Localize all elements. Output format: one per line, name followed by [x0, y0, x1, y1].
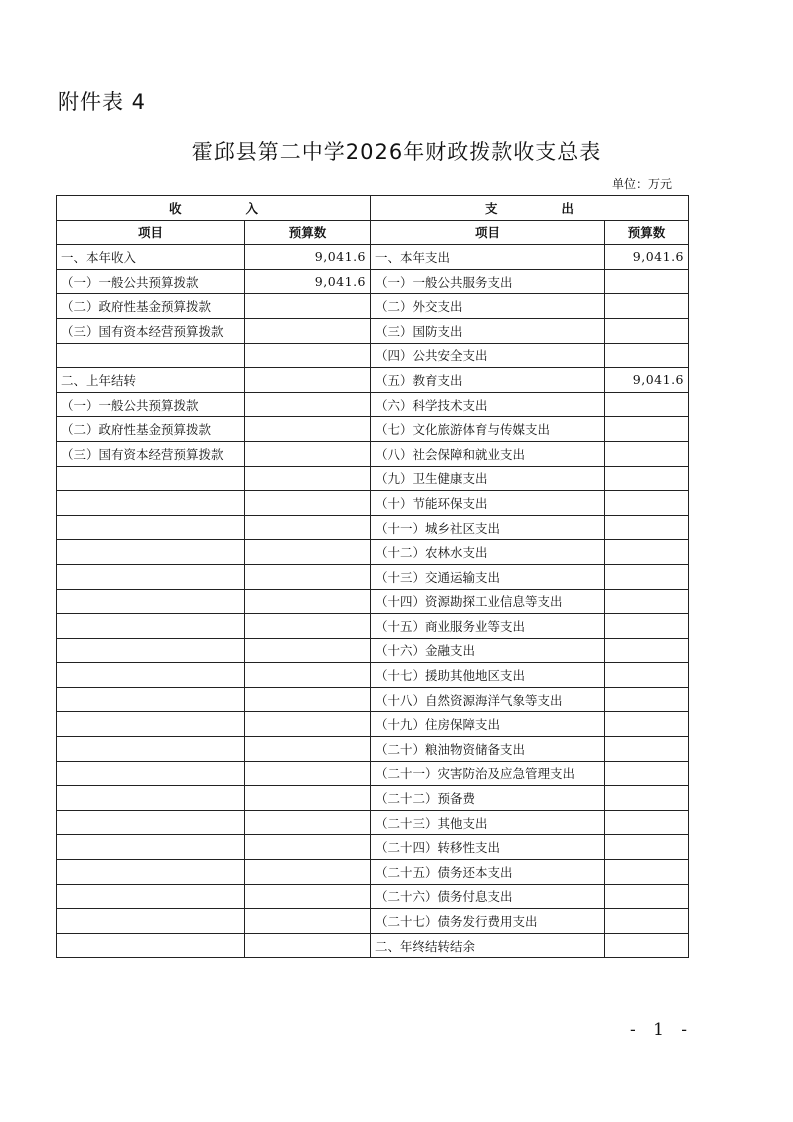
- page-number: - 1 -: [629, 1020, 694, 1040]
- income-amount-cell: [245, 909, 371, 934]
- income-amount-cell: [245, 564, 371, 589]
- col-header-income-item: 项目: [57, 220, 245, 245]
- income-item-cell: [57, 884, 245, 909]
- table-row: [57, 245, 689, 270]
- expense-amount-cell: [605, 466, 689, 491]
- income-amount-cell: [245, 614, 371, 639]
- table-row: [57, 737, 689, 762]
- income-group-header: [57, 196, 371, 221]
- income-group-char-1: 收: [168, 200, 182, 216]
- income-amount-cell: [245, 712, 371, 737]
- expense-amount-cell: [605, 933, 689, 958]
- expense-item-cell: （二十）粮油物资储备支出: [371, 737, 605, 762]
- income-item-cell: [57, 491, 245, 516]
- income-item-cell: （三）国有资本经营预算拨款: [57, 441, 245, 466]
- income-amount-cell: [245, 589, 371, 614]
- expense-item-cell: （十八）自然资源海洋气象等支出: [371, 687, 605, 712]
- expense-amount-cell: [605, 491, 689, 516]
- expense-amount-cell: [605, 909, 689, 934]
- income-item-cell: [57, 909, 245, 934]
- expense-item-cell: 二、年终结转结余: [371, 933, 605, 958]
- budget-table-body: [57, 245, 689, 958]
- expense-amount-cell: [605, 761, 689, 786]
- expense-group-char-1: 支: [484, 200, 498, 216]
- expense-amount-cell: 9,041.6: [605, 368, 689, 393]
- expense-item-cell: （十九）住房保障支出: [371, 712, 605, 737]
- annex-label: 附件表 4: [58, 90, 147, 114]
- expense-amount-cell: [605, 589, 689, 614]
- table-row: [57, 712, 689, 737]
- income-item-cell: [57, 343, 245, 368]
- table-row: [57, 269, 689, 294]
- expense-item-cell: （十三）交通运输支出: [371, 564, 605, 589]
- income-item-cell: [57, 761, 245, 786]
- table-row: [57, 441, 689, 466]
- table-row: [57, 343, 689, 368]
- table-row: [57, 810, 689, 835]
- expense-amount-cell: [605, 392, 689, 417]
- expense-item-cell: 一、本年支出: [371, 245, 605, 270]
- expense-amount-cell: [605, 614, 689, 639]
- expense-amount-cell: [605, 294, 689, 319]
- table-row: [57, 884, 689, 909]
- income-item-cell: [57, 589, 245, 614]
- expense-item-cell: （十五）商业服务业等支出: [371, 614, 605, 639]
- expense-item-cell: （十七）援助其他地区支出: [371, 663, 605, 688]
- table-row: [57, 392, 689, 417]
- expense-amount-cell: [605, 343, 689, 368]
- income-amount-cell: [245, 761, 371, 786]
- expense-amount-cell: [605, 810, 689, 835]
- income-amount-cell: [245, 540, 371, 565]
- expense-amount-cell: [605, 737, 689, 762]
- table-row: [57, 564, 689, 589]
- income-item-cell: [57, 810, 245, 835]
- table-row: [57, 786, 689, 811]
- table-row: [57, 835, 689, 860]
- expense-amount-cell: [605, 269, 689, 294]
- expense-item-cell: （五）教育支出: [371, 368, 605, 393]
- expense-item-cell: （四）公共安全支出: [371, 343, 605, 368]
- expense-item-cell: （六）科学技术支出: [371, 392, 605, 417]
- expense-item-cell: （九）卫生健康支出: [371, 466, 605, 491]
- income-item-cell: （三）国有资本经营预算拨款: [57, 318, 245, 343]
- table-row: [57, 491, 689, 516]
- table-row: [57, 860, 689, 885]
- income-amount-cell: [245, 737, 371, 762]
- income-item-cell: [57, 786, 245, 811]
- table-row: [57, 663, 689, 688]
- expense-amount-cell: [605, 441, 689, 466]
- expense-amount-cell: [605, 884, 689, 909]
- income-amount-cell: [245, 860, 371, 885]
- income-amount-cell: [245, 368, 371, 393]
- column-header-row: [57, 220, 689, 245]
- income-item-cell: [57, 515, 245, 540]
- income-item-cell: [57, 663, 245, 688]
- table-row: [57, 761, 689, 786]
- expense-amount-cell: [605, 638, 689, 663]
- expense-amount-cell: [605, 564, 689, 589]
- income-item-cell: 一、本年收入: [57, 245, 245, 270]
- expense-amount-cell: [605, 515, 689, 540]
- income-item-cell: （二）政府性基金预算拨款: [57, 294, 245, 319]
- income-item-cell: （二）政府性基金预算拨款: [57, 417, 245, 442]
- income-amount-cell: [245, 786, 371, 811]
- income-amount-cell: 9,041.6: [245, 245, 371, 270]
- income-amount-cell: [245, 663, 371, 688]
- expense-item-cell: （二十一）灾害防治及应急管理支出: [371, 761, 605, 786]
- expense-item-cell: （二十三）其他支出: [371, 810, 605, 835]
- expense-amount-cell: [605, 417, 689, 442]
- group-header-row: [57, 196, 689, 221]
- unit-label: 单位：万元: [612, 177, 673, 191]
- income-amount-cell: [245, 318, 371, 343]
- income-item-cell: [57, 540, 245, 565]
- expense-amount-cell: [605, 687, 689, 712]
- income-item-cell: （一）一般公共预算拨款: [57, 392, 245, 417]
- table-row: [57, 417, 689, 442]
- expense-item-cell: （七）文化旅游体育与传媒支出: [371, 417, 605, 442]
- income-amount-cell: [245, 417, 371, 442]
- income-item-cell: [57, 614, 245, 639]
- income-amount-cell: [245, 835, 371, 860]
- income-item-cell: [57, 933, 245, 958]
- income-amount-cell: [245, 933, 371, 958]
- expense-amount-cell: [605, 540, 689, 565]
- table-row: [57, 318, 689, 343]
- expense-item-cell: （二十六）债务付息支出: [371, 884, 605, 909]
- col-header-expense-item: 项目: [371, 220, 605, 245]
- income-amount-cell: [245, 515, 371, 540]
- income-item-cell: [57, 860, 245, 885]
- expense-item-cell: （二十二）预备费: [371, 786, 605, 811]
- document-title: 霍邱县第二中学2026年财政拨款收支总表: [191, 140, 602, 164]
- table-row: [57, 614, 689, 639]
- income-item-cell: （一）一般公共预算拨款: [57, 269, 245, 294]
- income-item-cell: [57, 466, 245, 491]
- expense-group-char-2: 出: [561, 200, 575, 216]
- table-row: [57, 909, 689, 934]
- expense-amount-cell: [605, 663, 689, 688]
- income-item-cell: [57, 564, 245, 589]
- income-amount-cell: 9,041.6: [245, 269, 371, 294]
- income-item-cell: [57, 638, 245, 663]
- expense-item-cell: （一）一般公共服务支出: [371, 269, 605, 294]
- income-amount-cell: [245, 392, 371, 417]
- expense-amount-cell: [605, 318, 689, 343]
- table-row: [57, 466, 689, 491]
- income-amount-cell: [245, 441, 371, 466]
- expense-amount-cell: [605, 712, 689, 737]
- expense-item-cell: （十二）农林水支出: [371, 540, 605, 565]
- expense-amount-cell: [605, 786, 689, 811]
- expense-item-cell: （十）节能环保支出: [371, 491, 605, 516]
- col-header-expense-amount: 预算数: [605, 220, 689, 245]
- table-row: [57, 515, 689, 540]
- expense-item-cell: （八）社会保障和就业支出: [371, 441, 605, 466]
- income-item-cell: [57, 737, 245, 762]
- income-item-cell: 二、上年结转: [57, 368, 245, 393]
- expense-item-cell: （十六）金融支出: [371, 638, 605, 663]
- col-header-income-amount: 预算数: [245, 220, 371, 245]
- income-amount-cell: [245, 491, 371, 516]
- income-amount-cell: [245, 810, 371, 835]
- table-row: [57, 933, 689, 958]
- income-amount-cell: [245, 343, 371, 368]
- income-group-char-2: 入: [245, 200, 259, 216]
- table-row: [57, 540, 689, 565]
- expense-item-cell: （十一）城乡社区支出: [371, 515, 605, 540]
- income-amount-cell: [245, 294, 371, 319]
- expense-item-cell: （十四）资源勘探工业信息等支出: [371, 589, 605, 614]
- income-amount-cell: [245, 466, 371, 491]
- table-row: [57, 368, 689, 393]
- income-item-cell: [57, 835, 245, 860]
- expense-item-cell: （二）外交支出: [371, 294, 605, 319]
- expense-item-cell: （二十五）债务还本支出: [371, 860, 605, 885]
- expense-item-cell: （二十四）转移性支出: [371, 835, 605, 860]
- table-row: [57, 294, 689, 319]
- table-row: [57, 589, 689, 614]
- income-item-cell: [57, 712, 245, 737]
- income-amount-cell: [245, 638, 371, 663]
- expense-amount-cell: [605, 860, 689, 885]
- expense-amount-cell: [605, 835, 689, 860]
- expense-amount-cell: 9,041.6: [605, 245, 689, 270]
- income-amount-cell: [245, 687, 371, 712]
- income-item-cell: [57, 687, 245, 712]
- budget-table: [56, 195, 689, 958]
- expense-group-header: [371, 196, 689, 221]
- expense-item-cell: （三）国防支出: [371, 318, 605, 343]
- income-amount-cell: [245, 884, 371, 909]
- table-row: [57, 687, 689, 712]
- expense-item-cell: （二十七）债务发行费用支出: [371, 909, 605, 934]
- table-row: [57, 638, 689, 663]
